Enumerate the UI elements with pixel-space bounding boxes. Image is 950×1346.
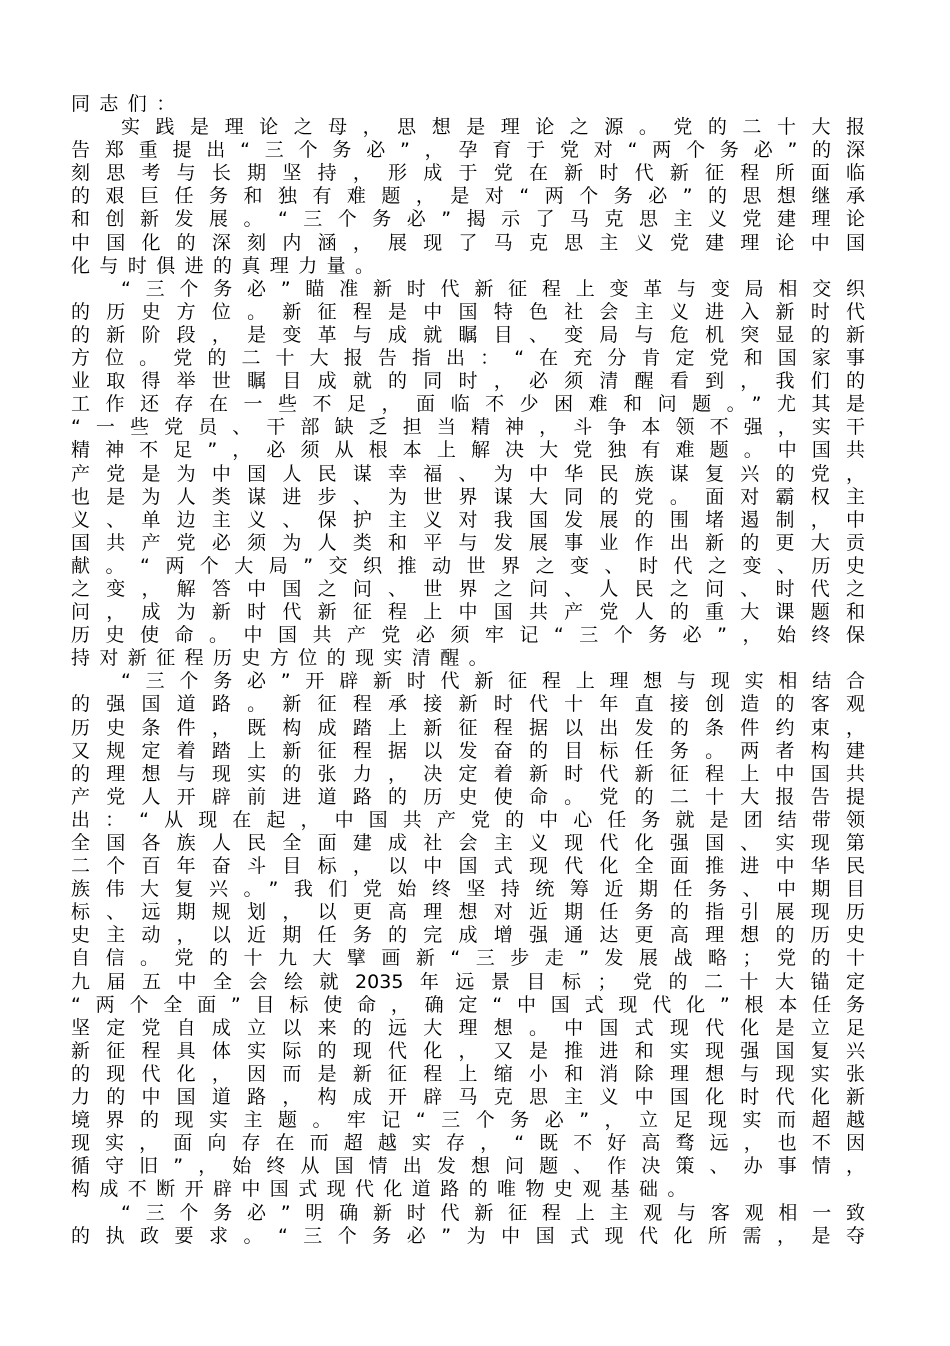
text-line: 的理想与现实的张力，决定着新时代新征程上中国共 <box>71 762 865 785</box>
text-line: 又规定着踏上新征程据以发奋的目标任务。两者构建 <box>71 739 865 762</box>
text-line: 的历史方位。新征程是中国特色社会主义进入新时代 <box>71 300 865 323</box>
text-line: 新征程具体实际的现代化，又是推进和实现强国复兴 <box>71 1039 865 1062</box>
text-line: 的执政要求。“三个务必”为中国式现代化所需，是夺 <box>71 1224 865 1247</box>
text-line: 也是为人类谋进步、为世界谋大同的党。面对霸权主 <box>71 485 865 508</box>
text-line: 全国各族人民全面建成社会主义现代化强国、实现第 <box>71 832 865 854</box>
text-line: 境界的现实主题。牢记“三个务必”，立足现实而超越 <box>71 1109 865 1132</box>
text-line: 之变，解答中国之问、世界之问、人民之问、时代之 <box>71 577 865 600</box>
text-line: 产党人开辟前进道路的历史使命。党的二十大报告提 <box>71 785 865 808</box>
text-line: 力的中国道路，构成开辟马克思主义中国化时代化新 <box>71 1086 865 1109</box>
text-line: 历史使命。中国共产党必须牢记“三个务必”，始终保 <box>71 624 865 647</box>
text-line: 中国化的深刻内涵，展现了马克思主义党建理论中国 <box>71 231 865 254</box>
text-line: “两个全面”目标使命，确定“中国式现代化”根本任务 <box>71 993 865 1016</box>
text-line: 坚定党自成立以来的远大理想。中国式现代化是立足 <box>71 1016 865 1039</box>
text-line: 义、单边主义、保护主义对我国发展的围堵遏制，中 <box>71 508 865 531</box>
text-line: 产党是为中国人民谋幸福、为中华民族谋复兴的党， <box>71 462 865 485</box>
text-line: 自信。党的十九大擘画新“三步走”发展战略；党的十 <box>71 947 865 970</box>
salutation-line: 同志们： <box>71 93 185 115</box>
text-line: 工作还存在一些不足，面临不少困难和问题。”尤其是 <box>71 393 865 416</box>
document-body <box>71 93 865 1248</box>
text-line: 持对新征程历史方位的现实清醒。 <box>71 647 498 670</box>
text-line: 化与时俱进的真理力量。 <box>71 254 384 277</box>
text-line: 的强国道路。新征程承接新时代十年直接创造的客观 <box>71 693 865 716</box>
text-line: 和创新发展。“三个务必”揭示了马克思主义党建理论 <box>71 208 865 231</box>
text-line: 构成不断开辟中国式现代化道路的唯物史观基础。 <box>71 1178 696 1201</box>
text-line: 献。“两个大局”交织推动世界之变、时代之变、历史 <box>71 554 865 577</box>
text-line: 方位。党的二十大报告指出：“在充分肯定党和国家事 <box>71 347 865 370</box>
text-line: 的现代化，因而是新征程上缩小和消除理想与现实张 <box>71 1062 865 1085</box>
text-line: 族伟大复兴。”我们党始终坚持统筹近期任务、中期目 <box>71 878 865 901</box>
text-line: 的新阶段，是变革与成就瞩目、变局与危机突显的新 <box>71 323 865 346</box>
text-line: 问，成为新时代新征程上中国共产党人的重大课题和 <box>71 601 865 624</box>
text-line: 二个百年奋斗目标，以中国式现代化全面推进中华民 <box>71 855 865 878</box>
text-line: 告郑重提出“三个务必”，孕育于党对“两个务必”的深 <box>71 139 865 162</box>
text-line: “三个务必”明确新时代新征程上主观与客观相一致 <box>121 1201 865 1224</box>
text-line: “一些党员、干部缺乏担当精神，斗争本领不强，实干 <box>71 416 865 439</box>
text-line: 刻思考与长期坚持，形成于党在新时代新征程所面临 <box>71 162 865 185</box>
text-line: 九届五中全会绘就2035年远景目标；党的二十大锚定 <box>71 970 865 993</box>
text-line: 史主动，以近期任务的完成增强通达更高理想的历史 <box>71 924 865 947</box>
text-line: 的艰巨任务和独有难题，是对“两个务必”的思想继承 <box>71 185 865 208</box>
text-line: 国共产党必须为人类和平与发展事业作出新的更大贡 <box>71 531 865 554</box>
text-line: 现实，面向存在而超越实存，“既不好高骛远，也不因 <box>71 1132 865 1155</box>
text-line: 精神不足”，必须从根本上解决大党独有难题。中国共 <box>71 439 865 462</box>
text-line: 业取得举世瞩目成就的同时，必须清醒看到，我们的 <box>71 370 865 393</box>
text-line: 出：“从现在起，中国共产党的中心任务就是团结带领 <box>71 808 865 831</box>
text-line: “三个务必”开辟新时代新征程上理想与现实相结合 <box>121 670 865 693</box>
text-line: 标、远期规划，以更高理想对近期任务的指引展现历 <box>71 901 865 924</box>
text-line: 实践是理论之母，思想是理论之源。党的二十大报 <box>121 116 865 139</box>
text-line: 循守旧”，始终从国情出发想问题、作决策、办事情， <box>71 1155 865 1178</box>
text-line: 历史条件，既构成踏上新征程据以出发的条件约束， <box>71 716 865 739</box>
text-line: “三个务必”瞄准新时代新征程上变革与变局相交织 <box>121 277 865 300</box>
